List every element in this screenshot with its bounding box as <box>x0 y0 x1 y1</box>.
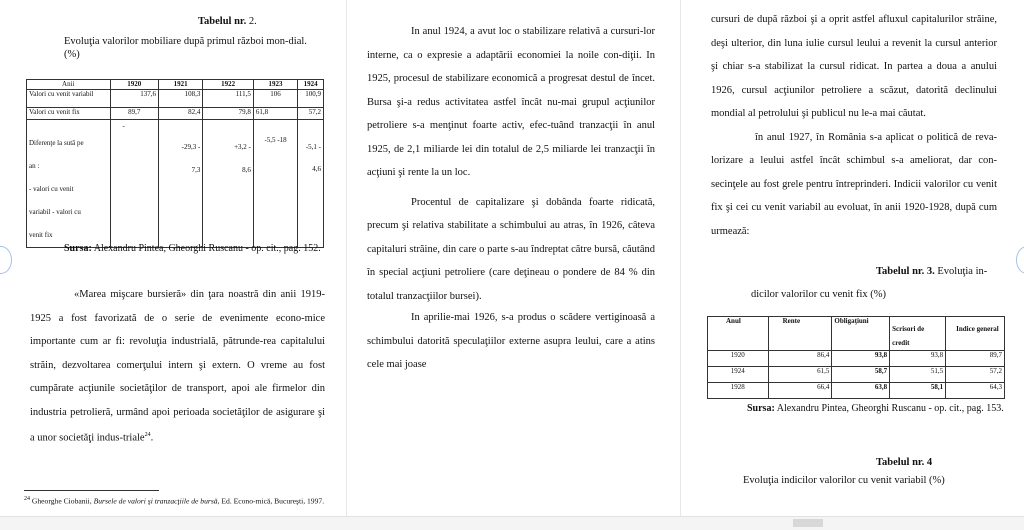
cell <box>110 120 158 248</box>
cell: 64,3 <box>946 383 1005 399</box>
paragraph <box>30 283 325 450</box>
table3-header: Anul <box>708 317 769 351</box>
table2-header: 1924 <box>298 80 324 90</box>
paragraph: cursuri de după război şi a oprit astfel afluxul capitalurilor străine, deşi ulterior, din luna iulie cursul leului a revenit la cursul anterior şi chiar s-a stabilizat la cursul ridicat. In partea a doua a anului 1926, cursul acţiunilor petroliere a scăzut, datorită declinului mondial al petrolului şi publicul nu le-a mai căutat. <box>711 14 997 119</box>
table2-header: 1920 <box>110 80 158 90</box>
scrollbar-thumb[interactable] <box>793 519 823 527</box>
table3-title-text: Evoluţia in- <box>934 266 988 277</box>
label-line: variabil - valori cu <box>29 208 81 216</box>
table-row <box>708 351 1005 367</box>
cell-line: -5,5 -18 <box>264 136 287 144</box>
page-right <box>680 0 1024 516</box>
cell: 1924 <box>708 367 769 383</box>
cell: 1928 <box>708 383 769 399</box>
cell: 93,8 <box>890 351 946 367</box>
source-label: Sursa: <box>64 243 92 254</box>
table3-title-label: Tabelul nr. 3. <box>876 266 935 277</box>
table-row <box>27 90 324 108</box>
table2-title-number: 2. <box>246 16 257 27</box>
cell-line: -5,1 - <box>305 143 321 151</box>
page3-text <box>711 8 997 243</box>
footnote-separator <box>24 490 159 491</box>
table4-caption: Evoluţia indicilor valorilor cu venit variabil (%) <box>743 475 945 486</box>
table2-header-row <box>27 80 324 90</box>
table2 <box>26 79 324 248</box>
row-label: Valori cu venit fix <box>27 108 111 120</box>
cell: 57,2 <box>946 367 1005 383</box>
row-label: Valori cu venit variabil <box>27 90 111 108</box>
cell-line: 4,6 <box>312 165 321 173</box>
source-text: Alexandru Pintea, Gheorghi Ruscanu - op. cit., pag. 153. <box>774 403 1004 414</box>
paragraph: In anul 1924, a avut loc o stabilizare relativă a cursuri-lor interne, ca o expresie a adaptării economiei la noile con-diţii. In 1925, procesul de stabilizare economică a progresat destul de încet. Bursa şi-a redus activitatea astfel încât nu-mai grupul acţiunilor petroliere s-a menţinut foarte activ, efec-tuând tranzacţii în anul 1925, de 2,1 miliarde lei din totalul de 2,5 miliarde lei tranzacţii în acţiuni şi rente la un loc. <box>367 26 655 178</box>
table-row <box>708 383 1005 399</box>
footnote-author: Gheorghe Ciobanii, <box>30 496 94 506</box>
page-middle <box>346 0 680 516</box>
page-left <box>0 0 345 516</box>
paragraph: în anul 1927, în România s-a aplicat o politică de reva-lorizare a leului astfel încât schimbul s-a ameliorat, dar con-secinţele au fost grele pentru întreprinderi. Indicii valorilor cu venit fix şi cei cu venit variabil au evoluat, în anii 1920-1928, după cum urmează: <box>711 131 997 237</box>
table2-header: 1923 <box>253 80 297 90</box>
footnote-ref[interactable]: 24 <box>144 432 151 438</box>
cell-line: 8,6 <box>242 166 251 174</box>
table-row-differences <box>27 120 324 248</box>
label-line: Diferenţe la sută pe <box>29 139 84 147</box>
cell: 137,6 <box>110 90 158 108</box>
cell-dash: - <box>122 122 125 130</box>
footnote-number: 24 <box>24 496 30 502</box>
cell: 61,5 <box>768 367 832 383</box>
table2-header: 1921 <box>159 80 203 90</box>
cell: 61,8 <box>253 108 297 120</box>
cell: 57,2 <box>298 108 324 120</box>
cell-line: +3,2 - <box>234 143 251 151</box>
paragraph-text: «Marea mişcare bursieră» din ţara noastră din anii 1919-1925 a fost favorizată de o serie de evenimente econo-mice importante cum ar fi: revoluţia industrială, pătrunde-rea capitalului străin, dezvoltarea comerţului intern şi extern. O vreme au fost cumpărate acţiunile societăţilor de transport, apoi ale firmelor din industria petrolieră, urmând apoi perioada societăţilor de asigurare şi a unor societăţi indus-triale <box>30 289 325 444</box>
table2-title <box>198 16 257 27</box>
table3-header: Scrisori de credit <box>890 317 946 351</box>
cell: 58,7 <box>832 367 890 383</box>
footnote <box>24 494 329 507</box>
cell: 63,8 <box>832 383 890 399</box>
source-label: Sursa: <box>747 403 775 414</box>
table3-title-line2: dicilor valorilor cu venit fix (%) <box>751 289 886 300</box>
table2-header: Anii <box>27 80 111 90</box>
cell <box>298 120 324 248</box>
paragraph-end: . <box>150 432 154 444</box>
table3 <box>707 316 1005 399</box>
table4-title: Tabelul nr. 4 <box>876 457 933 468</box>
cell: 100,9 <box>298 90 324 108</box>
label-line: venit fix <box>29 231 53 239</box>
label-line: an : <box>29 162 40 170</box>
table2-caption: Evoluţia valorilor mobiliare după primul război mon-dial. (%) <box>64 36 307 60</box>
cell: 111,5 <box>203 90 254 108</box>
table-row <box>27 108 324 120</box>
table2-header: 1922 <box>203 80 254 90</box>
footnote-rest: , Ed. Econo-mică, Bucureşti, 1997. <box>217 496 325 506</box>
cell: 66,4 <box>768 383 832 399</box>
table3-header: Obligaţiuni <box>832 317 890 351</box>
cell-line: -29,3 - <box>181 143 201 151</box>
cell: 82,4 <box>159 108 203 120</box>
source-text: Alexandru Pintea, Gheorghi Ruscanu - op. cit., pag. 152. <box>91 243 321 254</box>
footnote-title: Bursele de valori şi tranzacţiile de bursă <box>93 496 218 506</box>
cell: 108,3 <box>159 90 203 108</box>
table2-source <box>64 243 324 255</box>
cell: 86,4 <box>768 351 832 367</box>
cell: 1920 <box>708 351 769 367</box>
table3-header-row <box>708 317 1005 351</box>
cell: 106 <box>253 90 297 108</box>
cell <box>159 120 203 248</box>
cell: 58,1 <box>890 383 946 399</box>
table3-source <box>747 403 1007 415</box>
page2-text <box>367 20 655 377</box>
table3-header: Indice general <box>946 317 1005 351</box>
label-line: - valori cu venit <box>29 185 74 193</box>
cell: 79,8 <box>203 108 254 120</box>
cell: 89,7 <box>110 108 158 120</box>
table-row <box>708 367 1005 383</box>
horizontal-scrollbar[interactable] <box>0 516 1024 530</box>
cell: 93,8 <box>832 351 890 367</box>
table3-header: Rente <box>768 317 832 351</box>
cell <box>253 120 297 248</box>
cell: 51,5 <box>890 367 946 383</box>
table3-title <box>876 265 987 278</box>
row-label <box>27 120 111 248</box>
cell: 89,7 <box>946 351 1005 367</box>
cell <box>203 120 254 248</box>
cell-line: 7,3 <box>191 166 201 174</box>
table2-title-label: Tabelul nr. <box>198 16 247 27</box>
paragraph: Procentul de capitalizare şi dobânda foarte ridicată, precum şi relativa stabilitate a schimbului au atras, în 1926, câteva capitaluri străine, din care o parte s-au îndreptat către bursă, căutând în special acţiuni petroliere (care deţineau o pondere de 84 % din totalul tranzacţiilor bursei). <box>367 196 655 302</box>
paragraph: In aprilie-mai 1926, s-a produs o scădere vertiginoasă a schimbului datorită speculaţiilor externe asupra leului, care a atins cele mai joase <box>367 312 655 370</box>
